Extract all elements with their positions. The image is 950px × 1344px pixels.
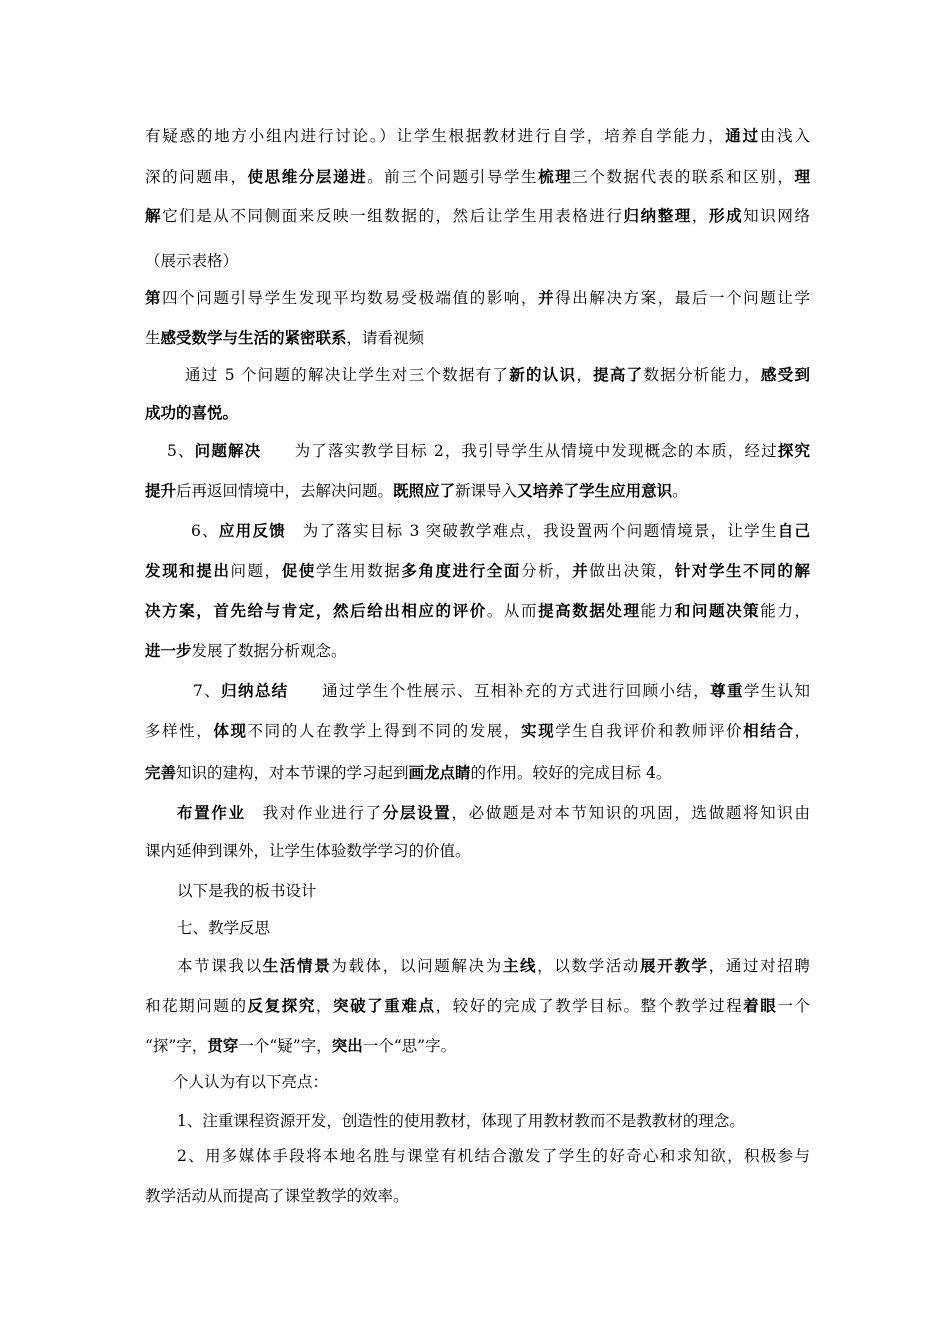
text-run: ，以数学活动 xyxy=(537,957,641,975)
text-run: ，请看视频 xyxy=(346,329,425,347)
text-run: 通过 5 个问题的解决让学生对三个数据有了 xyxy=(185,366,510,384)
text-line xyxy=(177,1110,810,1132)
text-run: 为了落实目标 3 突破教学难点，我设置两个问题情境景，让学生 xyxy=(285,522,778,540)
text-line xyxy=(145,327,810,349)
text-line xyxy=(145,166,810,188)
text-line xyxy=(167,440,810,462)
text-run: 为了落实教学目标 2，我引导学生从情境中发现概念的本质，经过 xyxy=(261,442,778,460)
text-run: 后再返回情境中，去解决问题。 xyxy=(176,482,394,500)
text-run: 学生认知 xyxy=(743,682,810,700)
emphasis-text: 提高了 xyxy=(593,365,644,384)
text-run: 。从而 xyxy=(486,602,539,620)
text-run: 和花期问题的 xyxy=(145,997,248,1015)
emphasis-text: 梳理 xyxy=(538,167,573,186)
text-line xyxy=(177,1145,810,1167)
text-run: 5、 xyxy=(167,442,195,460)
text-run: 知识的建构，对本节课的学习起到 xyxy=(176,764,409,782)
emphasis-text: 成功的喜悦。 xyxy=(145,403,239,422)
text-line xyxy=(145,600,810,622)
text-run: 的作用。较好的完成目标 4。 xyxy=(470,764,672,782)
text-run: ，必做题是对本节知识的巩固，选做题将知识由 xyxy=(451,804,810,822)
emphasis-text: 生活情景 xyxy=(262,956,332,975)
emphasis-text: 通过 xyxy=(725,126,760,145)
text-run: 教学活动从而提高了课堂教学的效率。 xyxy=(145,1187,409,1205)
text-run: ， xyxy=(794,722,810,740)
emphasis-text: 促使 xyxy=(281,561,316,580)
text-run: 新课导入 xyxy=(455,482,518,500)
text-run: 知识网络 xyxy=(743,207,810,225)
text-line xyxy=(193,680,810,702)
text-line xyxy=(145,1035,810,1057)
text-line xyxy=(145,125,810,147)
text-run: ， xyxy=(691,207,709,225)
emphasis-text: 感受数学与生活的紧密联系 xyxy=(160,328,347,347)
text-run: 有疑惑的地方小组内进行讨论。）让学生根据教材进行自学，培养自学能力， xyxy=(145,127,726,145)
emphasis-text: 形成 xyxy=(708,206,744,225)
text-line xyxy=(177,917,810,939)
emphasis-text: 多角度进行全面 xyxy=(401,561,521,580)
text-run: （展示表格） xyxy=(145,252,239,270)
emphasis-text: 分层设置 xyxy=(382,803,452,822)
text-line xyxy=(145,560,810,582)
emphasis-text: 主线 xyxy=(502,956,538,975)
text-run: ，较好的完成了教学目标。整个教学过程 xyxy=(435,997,744,1015)
text-run: 通过学生个性展示、互相补充的方式进行回顾小结， xyxy=(288,682,711,700)
text-run: 由浅入 xyxy=(759,127,810,145)
emphasis-text: 归纳整理 xyxy=(623,206,692,225)
text-run: ，通过对招聘 xyxy=(708,957,810,975)
text-run: 分析， xyxy=(520,562,573,580)
emphasis-text: 完善 xyxy=(145,763,177,782)
emphasis-text: 并 xyxy=(572,561,590,580)
text-run: 2、用多媒体手段将本地名胜与课堂有机结合激发了学生的好奇心和求知欲，积极参与 xyxy=(177,1147,810,1165)
emphasis-text: 使思维分层递进 xyxy=(247,167,368,186)
emphasis-text: 又培养了学生应用意识 xyxy=(517,481,673,500)
text-run: 学生自我评价和教师评价 xyxy=(555,722,744,740)
text-run: 6、 xyxy=(191,522,219,540)
text-line xyxy=(173,1071,810,1093)
text-line xyxy=(145,402,810,424)
text-line xyxy=(145,480,810,502)
text-run: 7、 xyxy=(193,682,222,700)
text-line xyxy=(145,762,810,784)
emphasis-text: 探究 xyxy=(777,441,810,460)
emphasis-text: 发现和提出 xyxy=(145,561,231,580)
text-run: 数据分析能力， xyxy=(643,366,761,384)
emphasis-text: 进一步 xyxy=(145,641,192,660)
text-line xyxy=(145,720,810,742)
text-run: 深的问题串， xyxy=(145,168,248,186)
text-run: 个人认为有以下亮点： xyxy=(173,1073,329,1091)
text-line xyxy=(145,840,810,862)
text-run: 以下是我的板书设计 xyxy=(177,882,317,900)
text-run: 为载体，以问题解决为 xyxy=(331,957,503,975)
text-run: 课内延伸到课外，让学生体验数学学习的价值。 xyxy=(145,842,471,860)
text-run: 不同的人在教学上得到不同的发展， xyxy=(247,722,521,740)
text-run: 得出解决方案，最后一个问题让学 xyxy=(555,289,810,307)
text-run: 本节课我以 xyxy=(177,957,263,975)
text-line xyxy=(145,287,810,309)
text-run: 一个 xyxy=(777,997,810,1015)
section-heading: 归纳总结 xyxy=(221,682,289,700)
text-line xyxy=(185,364,810,386)
text-run: 四个问题引导学生发现平均数易受极端值的影响， xyxy=(162,289,539,307)
text-line xyxy=(177,802,810,824)
text-line xyxy=(191,520,810,542)
section-heading: 问题解决 xyxy=(194,442,262,460)
emphasis-text: 实现 xyxy=(520,721,556,740)
text-run: 一个“思”字。 xyxy=(362,1037,457,1055)
emphasis-text: 自己 xyxy=(777,521,810,540)
text-run: 。前三个问题引导学生 xyxy=(367,168,539,186)
section-heading: 布置作业 xyxy=(177,804,246,822)
emphasis-text: 既照应了 xyxy=(393,481,456,500)
emphasis-text: 第 xyxy=(145,288,163,307)
text-run: 问题， xyxy=(230,562,282,580)
text-run: 七、教学反思 xyxy=(177,919,271,937)
text-run: 做出决策， xyxy=(589,562,675,580)
emphasis-text: 提高数据处理 xyxy=(538,601,641,620)
emphasis-text: 画龙点睛 xyxy=(408,763,471,782)
emphasis-text: 针对学生不同的解 xyxy=(674,561,810,580)
emphasis-text: 决方案，首先给与肯定，然后给出相应的评价 xyxy=(145,601,487,620)
text-line xyxy=(145,1185,810,1207)
emphasis-text: 体现 xyxy=(213,721,248,740)
emphasis-text: 突破了重难点 xyxy=(333,996,436,1015)
emphasis-text: 新的认识 xyxy=(509,365,577,384)
text-line xyxy=(145,995,810,1017)
emphasis-text: 理 xyxy=(794,167,810,186)
emphasis-text: 并 xyxy=(538,288,556,307)
emphasis-text: 相结合 xyxy=(743,721,795,740)
text-run: 能力， xyxy=(760,602,810,620)
text-line xyxy=(177,955,810,977)
emphasis-text: 反复探究 xyxy=(247,996,316,1015)
text-line xyxy=(145,640,810,662)
emphasis-text: 突出 xyxy=(331,1036,363,1055)
text-run: 一个“疑”字， xyxy=(238,1037,332,1055)
emphasis-text: 感受到 xyxy=(760,365,810,384)
text-run: 能力 xyxy=(640,602,675,620)
text-run: ， xyxy=(576,366,594,384)
text-line xyxy=(145,250,810,272)
text-run: 多样性， xyxy=(145,722,214,740)
emphasis-text: 展开教学 xyxy=(640,956,709,975)
section-heading: 应用反馈 xyxy=(218,522,286,540)
emphasis-text: 解 xyxy=(145,206,163,225)
text-run: 我对作业进行了 xyxy=(245,804,383,822)
text-run: 1、注重课程资源开发，创造性的使用教材，体现了用教材教而不是教教材的理念。 xyxy=(177,1112,745,1130)
emphasis-text: 着眼 xyxy=(743,996,778,1015)
text-run: 三个数据代表的联系和区别， xyxy=(572,168,795,186)
emphasis-text: 尊重 xyxy=(710,681,744,700)
text-run: “探”字， xyxy=(145,1037,208,1055)
emphasis-text: 提升 xyxy=(145,481,177,500)
text-line xyxy=(177,880,810,902)
emphasis-text: 和问题决策 xyxy=(674,601,761,620)
text-run: 。 xyxy=(672,482,688,500)
text-run: 它们是从不同侧面来反映一组数据的，然后让学生用表格进行 xyxy=(162,207,624,225)
text-run: 生 xyxy=(145,329,161,347)
text-line xyxy=(145,205,810,227)
emphasis-text: 贯穿 xyxy=(207,1036,239,1055)
text-run: 发展了数据分析观念。 xyxy=(191,642,347,660)
text-run: ， xyxy=(315,997,333,1015)
text-run: 学生用数据 xyxy=(315,562,402,580)
